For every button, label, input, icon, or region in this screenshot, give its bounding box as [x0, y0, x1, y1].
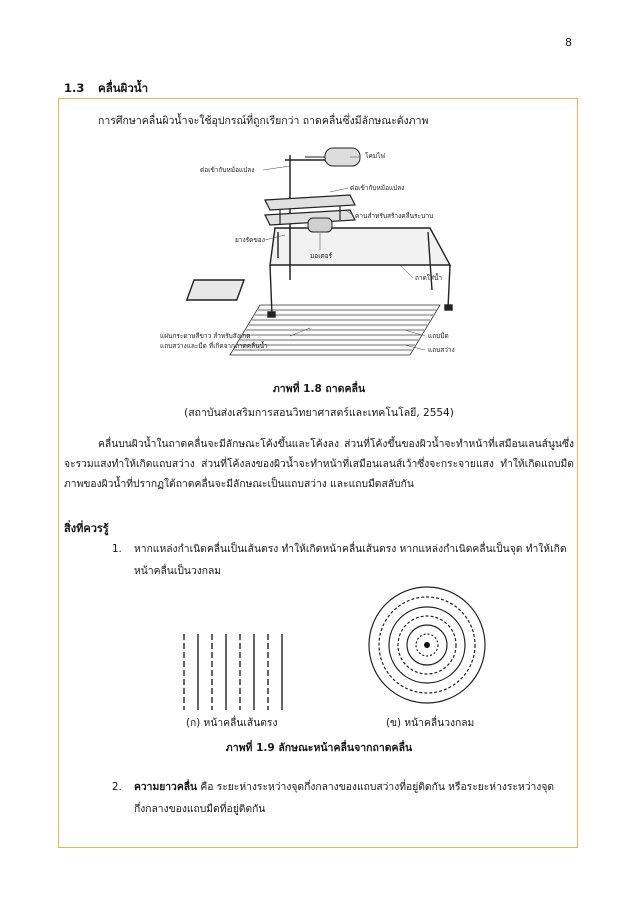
section-heading	[64, 80, 148, 98]
intro-text: การศึกษาคลื่นผิวน้ำจะใช้อุปกรณ์ที่ถูกเรียกว่า ถาดคลื่นซึ่งมีลักษณะดังภาพ	[98, 115, 429, 127]
things-to-know-heading: สิ่งที่ควรรู้	[64, 522, 109, 535]
label-tray: ถาดใส่น้ำ	[415, 274, 443, 282]
label-paper-line1: แผ่นกระดาษสีขาว สำหรับสังเกต	[160, 332, 251, 340]
label-motor: มอเตอร์	[310, 252, 333, 260]
circular-wavefronts-figure	[366, 584, 488, 706]
figure-1-9-caption: ภาพที่ 1.9 ลักษณะหน้าคลื่นจากถาดคลื่น	[225, 742, 413, 754]
figure-1-8-source: (สถาบันส่งเสริมการสอนวิทยาศาสตร์และเทคโนโลยี, 2554)	[184, 407, 454, 419]
page-number: 8	[565, 36, 572, 49]
section-title: คลื่นผิวน้ำ	[98, 81, 149, 95]
figure-1-8-caption: ภาพที่ 1.8 ถาดคลื่น	[272, 383, 366, 395]
paragraph-1	[64, 434, 574, 494]
motor	[308, 218, 332, 232]
paragraph-1-text: คลื่นบนผิวน้ำในถาดคลื่นจะมีลักษณะโค้งขึ้นและโค้งลง ส่วนที่โค้งขึ้นของผิวน้ำจะทำหน้าที่เสมือนเลนส์นูนซึ่งจะรวมแสงทำให้เกิดแถบสว่าง ส่วนที่โค้งลงของผิวน้ำจะทำหน้าที่เสมือนเลนส์เว้าซึ่งจะกระจายแสง ทำให้เกิดแถบมืดภาพของผิวน้ำที่ปรากฏใต้ถาดคลื่นจะมีลักษณะเป็นแถบสว่าง และแถบมืดสลับกัน	[64, 438, 574, 490]
label-paper-line2: แถบสว่างและมืด ที่เกิดจากถาดคลื่นน้ำ	[160, 342, 268, 350]
ripple-tank-figure	[160, 140, 470, 360]
label-dark-band: แถบมืด	[428, 332, 449, 340]
label-motor-connector: ต่อเข้ากับหม้อแปลง	[350, 184, 405, 192]
ripple-tank-drawing	[160, 140, 470, 360]
label-rubber-band: ยางรัดของ	[235, 236, 265, 244]
straight-wavefronts-figure	[170, 632, 300, 712]
list-item-2	[112, 776, 572, 820]
list-item-2-text: คือ ระยะห่างระหว่างจุดกึ่งกลางของแถบสว่างที่อยู่ติดกัน หรือระยะห่างระหว่างจุดกึ่งกลางของแถบมืดที่อยู่ติดกัน	[134, 781, 555, 815]
label-plane-wave-rod: คานสำหรับสร้างคลื่นระนาบ	[355, 212, 434, 220]
label-bright-band: แถบสว่าง	[428, 346, 455, 354]
list-item-2-number: 2.	[112, 781, 122, 793]
label-lamp-connector: ต่อเข้ากับหม้อแปลง	[200, 166, 255, 174]
list-item-1-number: 1.	[112, 543, 122, 555]
label-lamp: โคมไฟ	[365, 152, 385, 160]
list-item-1	[112, 538, 572, 582]
list-item-1-text: หากแหล่งกำเนิดคลื่นเป็นเส้นตรง ทำให้เกิดหน้าคลื่นเส้นตรง หากแหล่งกำเนิดคลื่นเป็นจุด ทำให้เกิดหน้าคลื่นเป็นวงกลม	[134, 543, 567, 577]
figure-1-9-sub-a: (ก) หน้าคลื่นเส้นตรง	[186, 717, 278, 729]
tray-frame	[268, 228, 452, 317]
list-item-2-term: ความยาวคลื่น	[134, 781, 198, 793]
section-number: 1.3	[64, 81, 85, 95]
figure-1-9-sub-b: (ข) หน้าคลื่นวงกลม	[386, 717, 475, 729]
list-item-2-body	[134, 776, 572, 820]
